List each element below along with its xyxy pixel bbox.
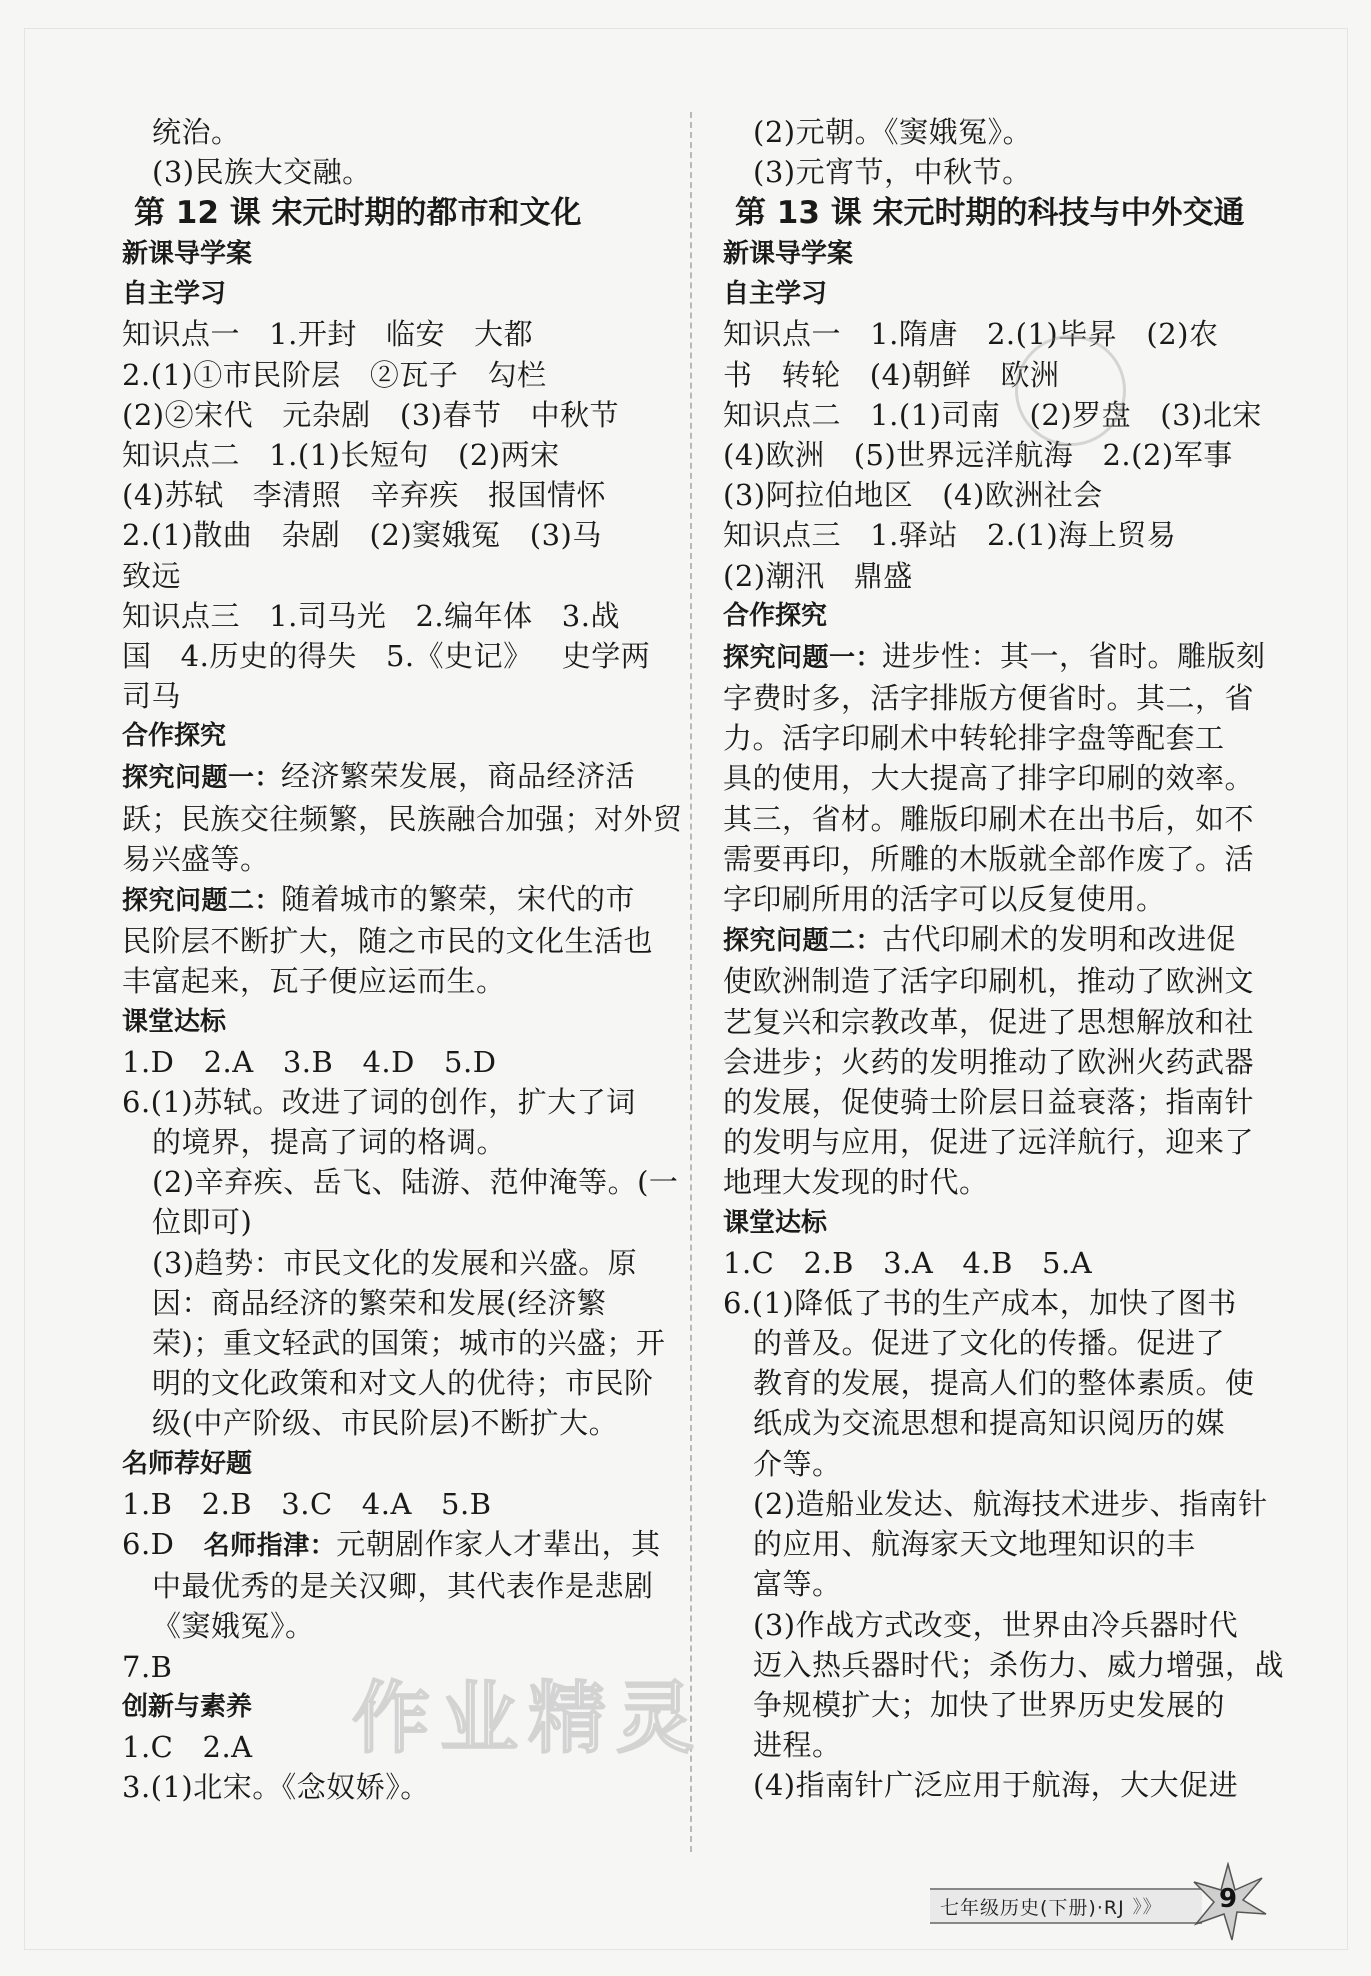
text-line: 使欧洲制造了活字印刷机，推动了欧洲文 bbox=[723, 964, 1255, 999]
text-line: 会进步；火药的发明推动了欧洲火药武器 bbox=[723, 1044, 1255, 1079]
text-line: 跃；民族交往频繁，民族融合加强；对外贸 bbox=[122, 801, 683, 836]
text-line: 纸成为交流思想和提高知识阅历的媒 bbox=[753, 1406, 1226, 1441]
text-line: 进程。 bbox=[753, 1728, 842, 1763]
text-line: 司马 bbox=[122, 679, 182, 714]
text-line: 的境界，提高了词的格调。 bbox=[152, 1125, 507, 1160]
text-line: 6.(1)降低了书的生产成本，加快了图书 bbox=[723, 1285, 1237, 1320]
text-line: 1.C 2.B 3.A 4.B 5.A bbox=[723, 1245, 1093, 1280]
text-line: 因：商品经济的繁荣和发展(经济繁 bbox=[152, 1285, 607, 1320]
text-line: 国 4.历史的得失 5.《史记》 史学两 bbox=[122, 639, 651, 674]
text-line: 的应用、航海家天文地理知识的丰 bbox=[753, 1527, 1196, 1562]
line-text: 进步性：其一，省时。雕版刻 bbox=[882, 638, 1266, 673]
text-line: 艺复兴和宗教改革，促进了思想解放和社 bbox=[723, 1004, 1255, 1039]
text-line: 迈入热兵器时代；杀伤力、威力增强，战 bbox=[753, 1647, 1285, 1682]
footer-banner bbox=[930, 1888, 1202, 1924]
text-line: (3)作战方式改变，世界由冷兵器时代 bbox=[753, 1607, 1239, 1642]
question-label: 探究问题一： bbox=[723, 642, 883, 673]
text-line: 富等。 bbox=[753, 1567, 842, 1602]
left-column bbox=[122, 112, 682, 1807]
line-text: 元朝剧作家人才辈出，其 bbox=[336, 1526, 661, 1561]
section-heading: 自主学习 bbox=[122, 279, 227, 310]
text-line: 的发明与应用，促进了远洋航行，迎来了 bbox=[723, 1125, 1255, 1160]
footer-arrows: 》》 bbox=[1132, 1897, 1162, 1918]
text-line: 2.(1)散曲 杂剧 (2)窦娥冤 (3)马 bbox=[122, 518, 602, 553]
text-line: 7.B bbox=[122, 1649, 173, 1684]
text-line: 的发展，促使骑士阶层日益衰落；指南针 bbox=[723, 1085, 1255, 1120]
text-line: 具的使用，大大提高了排字印刷的效率。 bbox=[723, 761, 1255, 796]
text-line: 致远 bbox=[122, 558, 182, 593]
text-line bbox=[122, 1524, 682, 1566]
text-line: (3)阿拉伯地区 (4)欧洲社会 bbox=[723, 478, 1103, 513]
text-line: 2.(1)①市民阶层 ②瓦子 勾栏 bbox=[122, 357, 547, 392]
section-heading: 新课导学案 bbox=[723, 239, 854, 270]
section-heading: 课堂达标 bbox=[723, 1207, 828, 1238]
page-number: 9 bbox=[1218, 1884, 1238, 1914]
text-line: 荣)；重文轻武的国策；城市的兴盛；开 bbox=[152, 1326, 666, 1361]
watermark: 作业精灵 bbox=[352, 1674, 705, 1764]
text-line: 字费时多，活字排版方便省时。其二，省 bbox=[723, 681, 1255, 716]
text-line: 统治。 bbox=[152, 115, 241, 149]
column-divider bbox=[690, 112, 692, 1852]
text-line: 的普及。促进了文化的传播。促进了 bbox=[753, 1326, 1226, 1361]
text-line: 6.(1)苏轼。改进了词的创作，扩大了词 bbox=[122, 1084, 636, 1119]
text-line: 知识点三 1.司马光 2.编年体 3.战 bbox=[122, 598, 620, 633]
text-line bbox=[723, 636, 1283, 678]
section-heading: 新课导学案 bbox=[122, 239, 253, 270]
text-line: (2)造船业发达、航海技术进步、指南针 bbox=[753, 1486, 1268, 1521]
section-heading: 名师荐好题 bbox=[122, 1448, 253, 1479]
text-line: 级(中产阶级、市民阶层)不断扩大。 bbox=[152, 1406, 619, 1441]
text-line: 易兴盛等。 bbox=[122, 841, 270, 876]
question-label: 探究问题二： bbox=[122, 886, 282, 917]
teacher-note-label: 名师指津： bbox=[203, 1530, 337, 1561]
text-line: 知识点一 1.开封 临安 大都 bbox=[122, 317, 534, 352]
text-line: 1.C 2.A bbox=[122, 1729, 253, 1764]
text-line bbox=[122, 756, 682, 798]
text-line: 知识点二 1.(1)司南 (2)罗盘 (3)北宋 bbox=[723, 397, 1262, 432]
question-label: 探究问题二： bbox=[723, 926, 883, 957]
question-label: 探究问题一： bbox=[122, 763, 282, 794]
text-line bbox=[723, 919, 1283, 961]
text-line: 知识点三 1.驿站 2.(1)海上贸易 bbox=[723, 518, 1177, 553]
text-line: 字印刷所用的活字可以反复使用。 bbox=[723, 882, 1166, 917]
faint-stamp-mark bbox=[1015, 335, 1126, 446]
text-line: (3)元宵节，中秋节。 bbox=[753, 155, 1032, 190]
line-text: 随着城市的繁荣，宋代的市 bbox=[281, 882, 636, 917]
lesson-title: 第 12 课 宋元时期的都市和文化 bbox=[134, 195, 582, 232]
line-text: 古代印刷术的发明和改进促 bbox=[882, 922, 1237, 957]
text-line: 教育的发展，提高人们的整体素质。使 bbox=[753, 1366, 1255, 1401]
text-line: 1.D 2.A 3.B 4.D 5.D bbox=[122, 1044, 497, 1079]
text-line: (2)潮汛 鼎盛 bbox=[723, 558, 913, 593]
text-line: (4)欧洲 (5)世界远洋航海 2.(2)军事 bbox=[723, 438, 1233, 473]
text-line: 3.(1)北宋。《念奴娇》。 bbox=[122, 1769, 430, 1804]
text-line: 位即可) bbox=[152, 1205, 253, 1240]
text-line: (4)苏轼 李清照 辛弃疾 报国情怀 bbox=[122, 478, 607, 513]
text-line: 地理大发现的时代。 bbox=[723, 1165, 989, 1200]
text-line: (3)民族大交融。 bbox=[152, 155, 372, 190]
lesson-title: 第 13 课 宋元时期的科技与中外交通 bbox=[735, 195, 1245, 232]
text-line: (3)趋势：市民文化的发展和兴盛。原 bbox=[152, 1245, 638, 1280]
text-line: 知识点二 1.(1)长短句 (2)两宋 bbox=[122, 438, 560, 473]
section-heading: 合作探究 bbox=[723, 600, 828, 631]
section-heading: 课堂达标 bbox=[122, 1006, 227, 1037]
text-line: 力。活字印刷术中转轮排字盘等配套工 bbox=[723, 721, 1225, 756]
text-line: 1.B 2.B 3.C 4.A 5.B bbox=[122, 1486, 492, 1521]
right-column bbox=[723, 112, 1283, 1806]
text-line: (2)②宋代 元杂剧 (3)春节 中秋节 bbox=[122, 397, 620, 432]
section-heading: 自主学习 bbox=[723, 279, 828, 310]
text-line: 民阶层不断扩大，随之市民的文化生活也 bbox=[122, 924, 654, 959]
footer-text: 七年级历史(下册)·RJ bbox=[940, 1896, 1125, 1919]
text-line: 知识点一 1.隋唐 2.(1)毕昇 (2)农 bbox=[723, 317, 1219, 352]
text-line: 丰富起来，瓦子便应运而生。 bbox=[122, 964, 506, 999]
section-heading: 合作探究 bbox=[122, 721, 227, 752]
text-line: 明的文化政策和对文人的优待；市民阶 bbox=[152, 1366, 654, 1401]
text-line: 《窦娥冤》。 bbox=[152, 1609, 315, 1644]
section-heading: 创新与素养 bbox=[122, 1691, 253, 1722]
line-text: 6.D bbox=[122, 1526, 204, 1561]
line-text: 经济繁荣发展，商品经济活 bbox=[281, 759, 636, 794]
text-line: 其三，省材。雕版印刷术在出书后，如不 bbox=[723, 801, 1255, 836]
text-line: 争规模扩大；加快了世界历史发展的 bbox=[753, 1687, 1226, 1722]
text-line: (2)辛弃疾、岳飞、陆游、范仲淹等。(一 bbox=[152, 1165, 679, 1200]
text-line: 介等。 bbox=[753, 1446, 842, 1481]
text-line: 中最优秀的是关汉卿，其代表作是悲剧 bbox=[152, 1569, 654, 1604]
text-line: 书 转轮 (4)朝鲜 欧洲 bbox=[723, 357, 1060, 392]
text-line bbox=[122, 879, 682, 921]
text-line: 需要再印，所雕的木版就全部作废了。活 bbox=[723, 841, 1255, 876]
text-line: (2)元朝。《窦娥冤》。 bbox=[753, 115, 1033, 149]
text-line: (4)指南针广泛应用于航海，大大促进 bbox=[753, 1768, 1239, 1803]
